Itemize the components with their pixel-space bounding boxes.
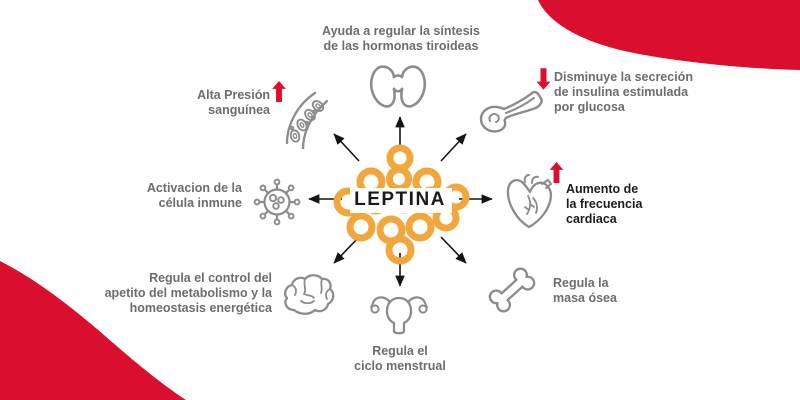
immune-cell-icon — [250, 175, 304, 229]
thyroid-label — [270, 24, 532, 54]
label-line: Regula la — [553, 276, 609, 290]
pancreas-label — [554, 70, 729, 115]
uterus-label — [330, 344, 470, 374]
label-line: sanguínea — [208, 103, 270, 117]
label-line: la frecuencia — [566, 197, 643, 211]
connector-arrow-ne — [441, 134, 466, 161]
brain-icon — [281, 271, 335, 319]
pancreas-icon — [477, 90, 547, 134]
top-right-wave — [538, 0, 800, 70]
blood-vessel-icon — [281, 87, 337, 149]
brain-label — [80, 271, 272, 316]
heart-label — [566, 182, 686, 227]
label-line: por glucosa — [554, 100, 625, 114]
connector-arrow-se — [441, 237, 466, 263]
increase-arrow-icon — [549, 162, 564, 183]
increase-arrow-icon — [271, 81, 287, 102]
uterus-icon — [370, 286, 428, 340]
label-line: de insulina estimulada — [554, 85, 689, 99]
connector-arrow-nw — [334, 134, 359, 161]
label-line: Aumento de — [566, 182, 639, 196]
label-line: apetito del metabolismo y la — [104, 286, 272, 300]
bone-icon — [483, 261, 541, 319]
label-line: ciclo menstrual — [354, 359, 446, 373]
label-line: Activacion de la — [146, 181, 242, 195]
label-line: célula inmune — [158, 196, 242, 210]
immune-label — [118, 181, 242, 211]
label-line: Alta Presión — [197, 88, 270, 102]
label-line: homeostasis energética — [129, 301, 272, 315]
decrease-arrow-icon — [536, 68, 551, 90]
label-line: Disminuye la secreción — [554, 70, 693, 84]
label-line: cardiaca — [566, 212, 617, 226]
vessel-label — [148, 88, 270, 118]
label-line: Ayuda a regular la síntesis — [322, 24, 480, 38]
label-line: Regula el — [372, 344, 428, 358]
bone-label — [553, 276, 663, 306]
label-line: de las hormonas tiroideas — [323, 39, 479, 53]
thyroid-icon — [368, 62, 428, 112]
label-line: Regula el control del — [149, 271, 272, 285]
label-line: masa ósea — [553, 291, 617, 305]
connector-arrow-sw — [334, 237, 359, 263]
hub-title: LEPTINA — [354, 189, 446, 210]
